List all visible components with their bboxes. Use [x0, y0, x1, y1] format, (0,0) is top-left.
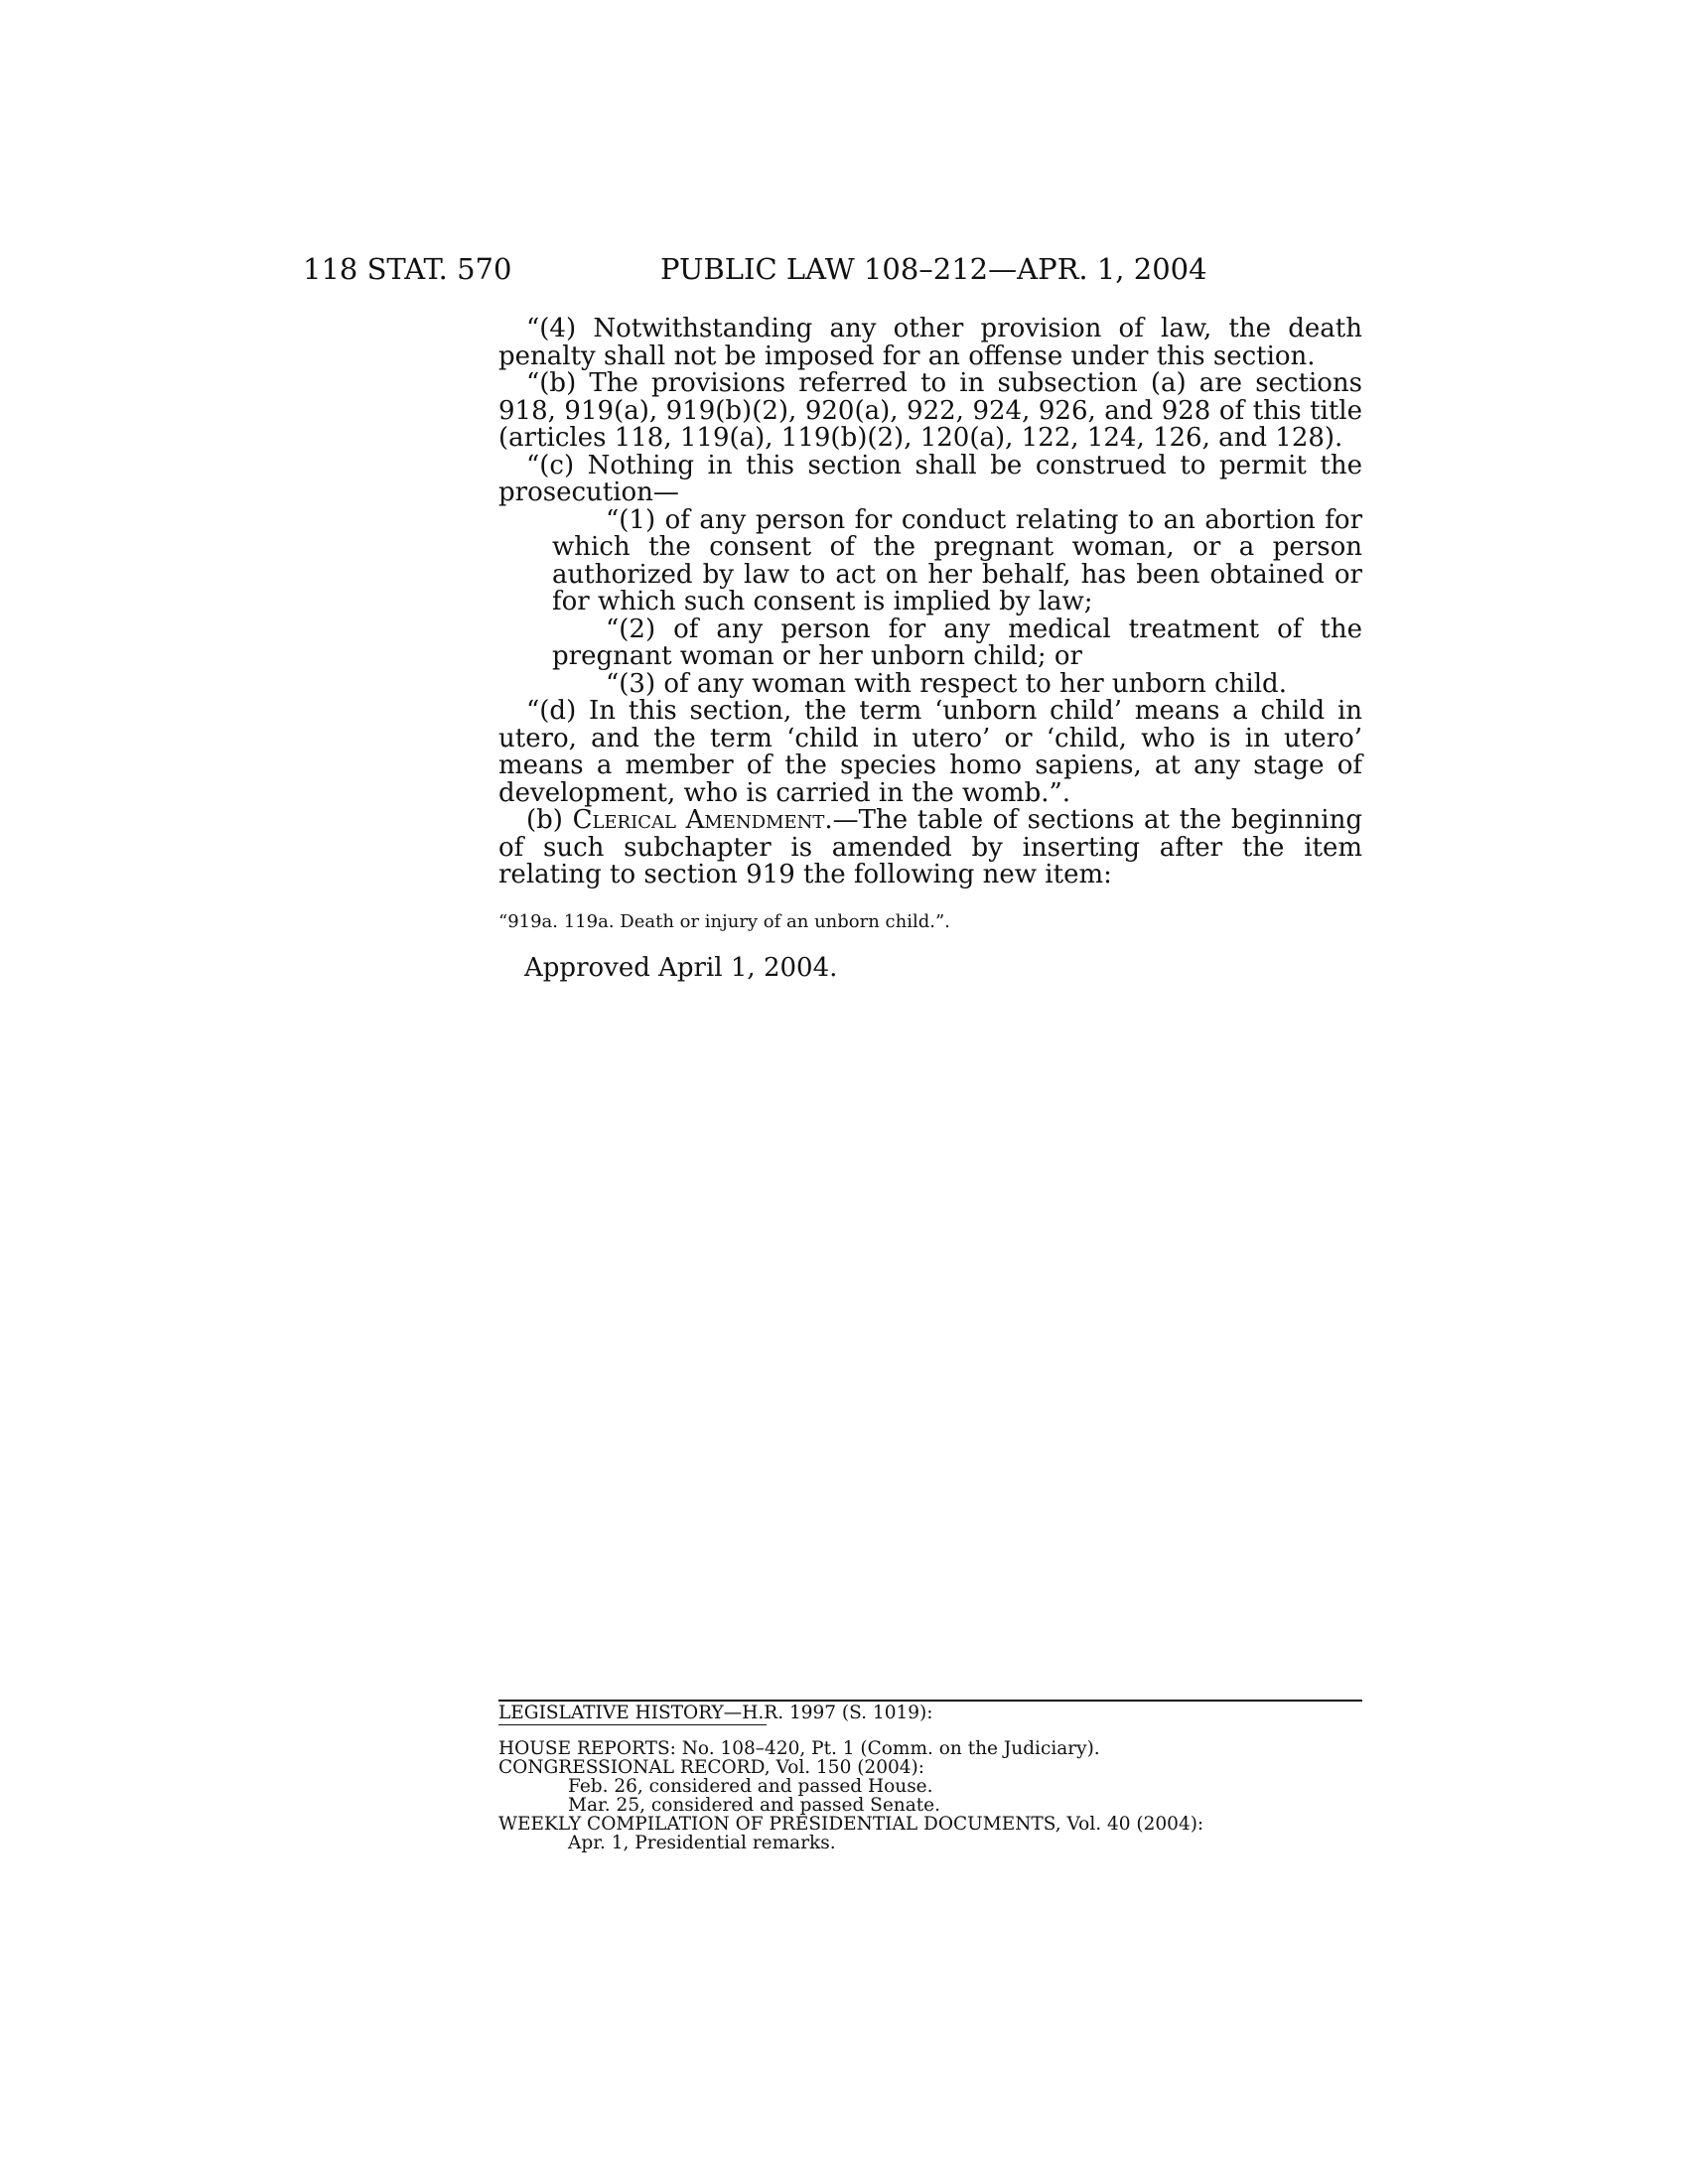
- congressional-record-item: Mar. 25, considered and passed Senate.: [568, 1795, 941, 1816]
- paragraph-c2: “(2) of any person for any medical treatment of the pregnant woman or her unborn child; or: [552, 614, 1362, 671]
- weekly-compilation-item: Apr. 1, Presidential remarks.: [568, 1833, 836, 1853]
- weekly-compilation: WEEKLY COMPILATION OF PRESIDENTIAL DOCUMENTS, Vol. 40 (2004):: [498, 1814, 1204, 1835]
- congressional-record-item: Feb. 26, considered and passed House.: [568, 1776, 933, 1797]
- legislative-history-title: [498, 1704, 932, 1725]
- table-of-sections-item: “919a. 119a. Death or injury of an unborn child.”.: [498, 911, 950, 932]
- paragraph-c1: “(1) of any person for conduct relating to an abortion for which the consent of the pregnant woman, or a person authorized by law to act on her behalf, has been obtained or for which such consent is implied by law;: [552, 504, 1362, 616]
- footnote-divider: [498, 1700, 1362, 1702]
- congressional-record: CONGRESSIONAL RECORD, Vol. 150 (2004):: [498, 1757, 924, 1778]
- paragraph-c3: “(3) of any woman with respect to her unborn child.: [606, 668, 1287, 699]
- page-reference: 118 STAT. 570: [303, 252, 512, 286]
- running-header-title: PUBLIC LAW 108–212—APR. 1, 2004: [660, 252, 1207, 286]
- statute-text: [498, 316, 1362, 889]
- paragraph-a4: “(4) Notwithstanding any other provision of law, the death penalty shall not be imposed for an offense under this section.: [498, 314, 1362, 371]
- paragraph-clerical-amendment: [498, 807, 1362, 889]
- legislative-history: [498, 1704, 1372, 1852]
- clerical-prefix: (b): [526, 805, 573, 835]
- clerical-heading: Clerical Amendment: [572, 805, 825, 835]
- clerical-text: .—The table of sections at the beginning of such subchapter is amended by inserting after the item relating to section 919 the following new item:: [498, 805, 1362, 889]
- paragraph-d: “(d) In this section, the term ‘unborn child’ means a child in utero, and the term ‘child in utero’ or ‘child, who is in utero’ means a member of the species homo sapiens, at any stage of development, who is carried in the womb.”.: [498, 696, 1362, 808]
- approval-date: Approved April 1, 2004.: [524, 953, 838, 983]
- paragraph-c: “(c) Nothing in this section shall be construed to permit the prosecution—: [498, 450, 1362, 507]
- legislative-history-title-text: LEGISLATIVE HISTORY—H.R. 1997 (S. 1019):: [498, 1703, 933, 1723]
- house-reports: HOUSE REPORTS: No. 108–420, Pt. 1 (Comm. on the Judiciary).: [498, 1738, 1100, 1759]
- paragraph-b: “(b) The provisions referred to in subsection (a) are sections 918, 919(a), 919(b)(2), 920(a), 922, 924, 926, and 928 of this title (articles 118, 119(a), 119(b)(2), 120(a), 122, 124, 126, and 128).: [498, 368, 1362, 453]
- title-underline: [498, 1724, 767, 1725]
